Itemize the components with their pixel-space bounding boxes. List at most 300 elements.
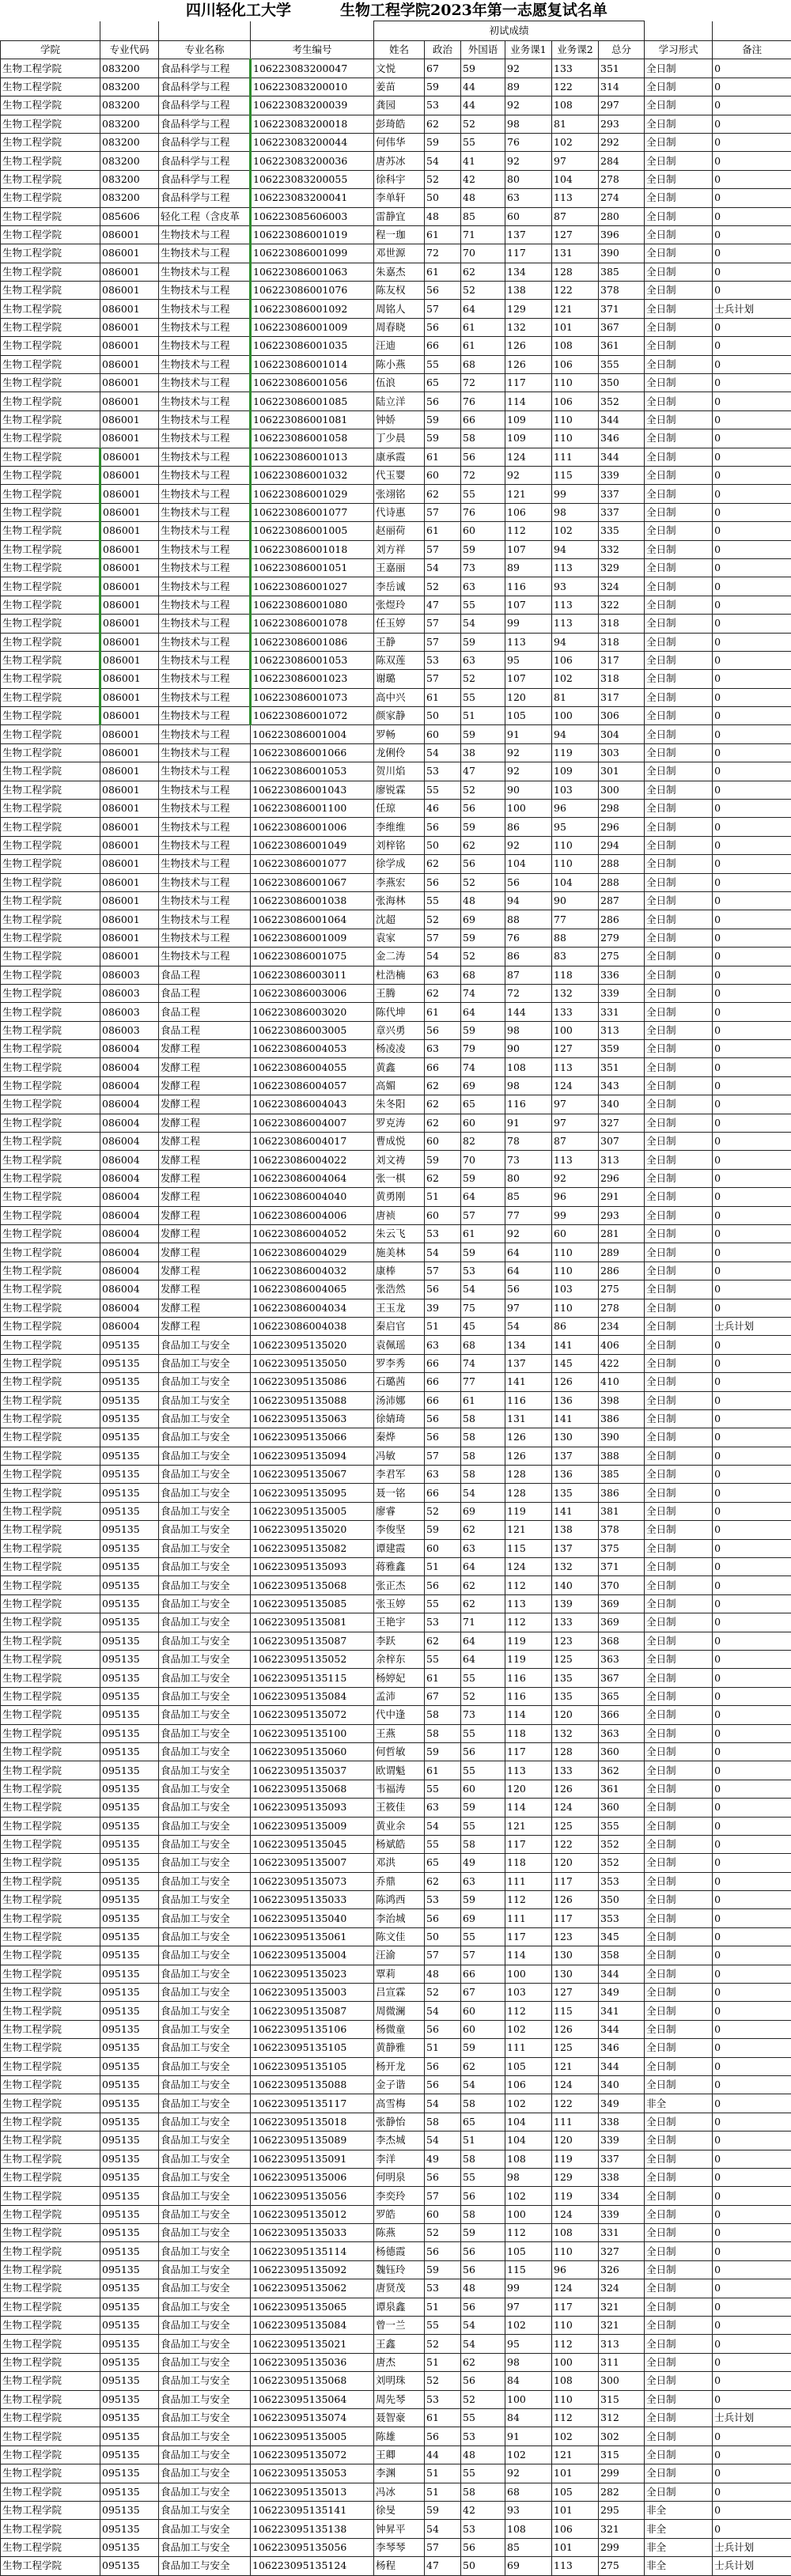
major-name-cell: 食品加工与安全 xyxy=(159,1965,251,1983)
remark-cell: 0 xyxy=(713,1706,791,1724)
school-cell: 生物工程学院 xyxy=(1,1984,100,2002)
subject2-score-cell: 110 xyxy=(552,410,599,429)
major-code-cell: 095135 xyxy=(100,1391,159,1409)
name-cell: 李渊 xyxy=(374,2464,425,2483)
major-code-cell: 095135 xyxy=(100,2279,159,2298)
subject1-score-cell: 97 xyxy=(505,1299,552,1317)
foreign-language-score-cell: 55 xyxy=(461,1817,505,1835)
school-cell: 生物工程学院 xyxy=(1,1428,100,1447)
major-name-cell: 生物技术与工程 xyxy=(159,337,251,355)
study-mode-cell: 全日制 xyxy=(645,2372,713,2390)
subject2-score-cell: 102 xyxy=(552,133,599,151)
table-row xyxy=(1,670,791,688)
school-cell: 生物工程学院 xyxy=(1,207,100,225)
politics-score-cell: 58 xyxy=(425,1724,461,1742)
major-name-cell: 食品加工与安全 xyxy=(159,1984,251,2002)
study-mode-cell: 全日制 xyxy=(645,2427,713,2445)
foreign-language-score-cell: 60 xyxy=(461,1114,505,1132)
table-row xyxy=(1,1521,791,1539)
total-score-cell: 352 xyxy=(599,392,645,410)
school-cell: 生物工程学院 xyxy=(1,984,100,1002)
table-row xyxy=(1,170,791,188)
remark-cell: 0 xyxy=(713,2520,791,2538)
foreign-language-score-cell: 45 xyxy=(461,1317,505,1335)
subject2-score-cell: 138 xyxy=(552,1521,599,1539)
total-score-cell: 353 xyxy=(599,1872,645,1890)
school-cell: 生物工程学院 xyxy=(1,2557,100,2575)
study-mode-cell: 全日制 xyxy=(645,2205,713,2223)
remark-cell: 0 xyxy=(713,1299,791,1317)
subject2-score-cell: 99 xyxy=(552,485,599,503)
name-cell: 谢璐 xyxy=(374,670,425,688)
total-score-cell: 337 xyxy=(599,485,645,503)
subject1-score-cell: 108 xyxy=(505,2150,552,2168)
table-row xyxy=(1,1466,791,1484)
candidate-id-cell: 106223086001013 xyxy=(251,448,374,466)
candidate-id-cell: 106223086001049 xyxy=(251,836,374,854)
major-code-cell: 083200 xyxy=(100,170,159,188)
candidate-id-cell: 106223086004038 xyxy=(251,1317,374,1335)
total-score-cell: 326 xyxy=(599,2260,645,2279)
politics-score-cell: 51 xyxy=(425,1558,461,1576)
foreign-language-score-cell: 61 xyxy=(461,1225,505,1243)
school-cell: 生物工程学院 xyxy=(1,115,100,133)
table-row xyxy=(1,115,791,133)
major-name-cell: 食品加工与安全 xyxy=(159,2483,251,2501)
candidate-id-cell: 106223095135115 xyxy=(251,1669,374,1687)
subject1-score-cell: 98 xyxy=(505,1021,552,1039)
table-row xyxy=(1,1965,791,1983)
remark-cell: 0 xyxy=(713,2020,791,2038)
major-code-cell: 086001 xyxy=(100,836,159,854)
major-name-cell: 生物技术与工程 xyxy=(159,522,251,540)
remark-cell: 0 xyxy=(713,1076,791,1095)
study-mode-cell: 全日制 xyxy=(645,2464,713,2483)
subject2-score-cell: 124 xyxy=(552,2075,599,2094)
major-code-cell: 086001 xyxy=(100,800,159,818)
name-cell: 朱嘉杰 xyxy=(374,263,425,281)
major-code-cell: 095135 xyxy=(100,2260,159,2279)
major-name-cell: 生物技术与工程 xyxy=(159,725,251,743)
major-name-cell: 食品加工与安全 xyxy=(159,2538,251,2556)
candidate-id-cell: 106223086004007 xyxy=(251,1114,374,1132)
name-cell: 孟沛 xyxy=(374,1687,425,1705)
table-row xyxy=(1,355,791,373)
name-cell: 程一珈 xyxy=(374,225,425,244)
total-score-cell: 350 xyxy=(599,374,645,392)
remark-cell: 0 xyxy=(713,2335,791,2353)
school-cell: 生物工程学院 xyxy=(1,2150,100,2168)
major-code-cell: 086004 xyxy=(100,1095,159,1114)
remark-cell: 0 xyxy=(713,2483,791,2501)
name-cell: 欧谓魁 xyxy=(374,1761,425,1780)
major-code-cell: 086001 xyxy=(100,337,159,355)
name-cell: 唐贤茂 xyxy=(374,2279,425,2298)
candidate-id-cell: 106223095135013 xyxy=(251,2483,374,2501)
study-mode-cell: 全日制 xyxy=(645,522,713,540)
table-row xyxy=(1,1946,791,1965)
table-row xyxy=(1,1206,791,1224)
study-mode-cell: 全日制 xyxy=(645,189,713,207)
table-row xyxy=(1,1669,791,1687)
school-cell: 生物工程学院 xyxy=(1,1373,100,1391)
major-code-cell: 086001 xyxy=(100,355,159,373)
study-mode-cell: 全日制 xyxy=(645,1317,713,1335)
study-mode-cell: 非全 xyxy=(645,2501,713,2519)
major-code-cell: 095135 xyxy=(100,2501,159,2519)
table-row xyxy=(1,1558,791,1576)
title-row xyxy=(0,0,791,21)
subject2-score-cell: 126 xyxy=(552,2020,599,2038)
major-name-cell: 食品加工与安全 xyxy=(159,2132,251,2150)
subject2-score-cell: 127 xyxy=(552,225,599,244)
total-score-cell: 321 xyxy=(599,2317,645,2335)
foreign-language-score-cell: 55 xyxy=(461,1724,505,1742)
total-score-cell: 353 xyxy=(599,1909,645,1927)
foreign-language-score-cell: 72 xyxy=(461,466,505,484)
major-code-cell: 095135 xyxy=(100,2113,159,2131)
study-mode-cell: 全日制 xyxy=(645,1003,713,1021)
major-name-cell: 发酵工程 xyxy=(159,1243,251,1262)
name-cell: 高中兴 xyxy=(374,688,425,706)
candidate-id-cell: 106223095135009 xyxy=(251,1817,374,1835)
subject2-score-cell: 145 xyxy=(552,1354,599,1372)
school-cell: 生物工程学院 xyxy=(1,2390,100,2408)
foreign-language-score-cell: 53 xyxy=(461,2427,505,2445)
school-cell: 生物工程学院 xyxy=(1,2445,100,2464)
study-mode-cell: 全日制 xyxy=(645,115,713,133)
university-name: 四川轻化工大学 xyxy=(186,0,291,21)
foreign-language-score-cell: 44 xyxy=(461,78,505,96)
major-name-cell: 生物技术与工程 xyxy=(159,688,251,706)
total-score-cell: 297 xyxy=(599,96,645,115)
candidate-id-cell: 106223086001032 xyxy=(251,466,374,484)
politics-score-cell: 47 xyxy=(425,596,461,614)
subject2-score-cell: 124 xyxy=(552,2279,599,2298)
subject1-score-cell: 84 xyxy=(505,2372,552,2390)
remark-cell: 士兵计划 xyxy=(713,2409,791,2427)
school-cell: 生物工程学院 xyxy=(1,855,100,873)
subject2-score-cell: 135 xyxy=(552,1669,599,1687)
subject1-score-cell: 105 xyxy=(505,2242,552,2260)
name-cell: 杨开龙 xyxy=(374,2057,425,2075)
table-row xyxy=(1,1354,791,1372)
candidate-id-cell: 106223086001053 xyxy=(251,651,374,669)
politics-score-cell: 61 xyxy=(425,522,461,540)
politics-score-cell: 56 xyxy=(425,1409,461,1428)
foreign-language-score-cell: 52 xyxy=(461,2390,505,2408)
total-score-cell: 298 xyxy=(599,800,645,818)
foreign-language-score-cell: 56 xyxy=(461,2298,505,2316)
total-score-cell: 341 xyxy=(599,2002,645,2020)
major-name-cell: 发酵工程 xyxy=(159,1040,251,1058)
name-cell: 王静 xyxy=(374,633,425,651)
name-cell: 王筱佳 xyxy=(374,1799,425,1817)
major-name-cell: 食品加工与安全 xyxy=(159,2187,251,2205)
politics-score-cell: 53 xyxy=(425,96,461,115)
subject2-score-cell: 110 xyxy=(552,429,599,448)
candidate-id-cell: 106223095135084 xyxy=(251,1687,374,1705)
subject1-score-cell: 92 xyxy=(505,59,552,78)
major-name-cell: 食品加工与安全 xyxy=(159,2242,251,2260)
subject2-score-cell: 123 xyxy=(552,1927,599,1946)
table-row xyxy=(1,1076,791,1095)
politics-score-cell: 59 xyxy=(425,2260,461,2279)
foreign-language-score-cell: 56 xyxy=(461,2538,505,2556)
politics-score-cell: 56 xyxy=(425,2242,461,2260)
table-row xyxy=(1,1225,791,1243)
column-header: 考生编号 xyxy=(251,41,374,59)
total-score-cell: 324 xyxy=(599,2279,645,2298)
school-cell: 生物工程学院 xyxy=(1,1706,100,1724)
major-name-cell: 食品加工与安全 xyxy=(159,1817,251,1835)
candidate-id-cell: 106223095135117 xyxy=(251,2094,374,2113)
politics-score-cell: 56 xyxy=(425,282,461,300)
name-cell: 李治城 xyxy=(374,1909,425,1927)
total-score-cell: 361 xyxy=(599,1780,645,1798)
politics-score-cell: 48 xyxy=(425,1965,461,1983)
subject2-score-cell: 132 xyxy=(552,1558,599,1576)
subject2-score-cell: 130 xyxy=(552,1965,599,1983)
major-name-cell: 食品加工与安全 xyxy=(159,2557,251,2575)
politics-score-cell: 57 xyxy=(425,1447,461,1465)
candidate-id-cell: 106223095135124 xyxy=(251,2557,374,2575)
study-mode-cell: 全日制 xyxy=(645,1891,713,1909)
name-cell: 代玉婴 xyxy=(374,466,425,484)
total-score-cell: 300 xyxy=(599,781,645,799)
candidate-id-cell: 106223095135065 xyxy=(251,2298,374,2316)
foreign-language-score-cell: 66 xyxy=(461,410,505,429)
major-code-cell: 095135 xyxy=(100,1594,159,1613)
foreign-language-score-cell: 76 xyxy=(461,392,505,410)
major-name-cell: 发酵工程 xyxy=(159,1188,251,1206)
table-row xyxy=(1,1058,791,1076)
major-code-cell: 086001 xyxy=(100,725,159,743)
major-name-cell: 发酵工程 xyxy=(159,1262,251,1280)
subject1-score-cell: 113 xyxy=(505,633,552,651)
subject2-score-cell: 110 xyxy=(552,2317,599,2335)
remark-cell: 0 xyxy=(713,1817,791,1835)
name-cell: 黄勇刚 xyxy=(374,1188,425,1206)
school-cell: 生物工程学院 xyxy=(1,2242,100,2260)
table-row xyxy=(1,2464,791,2483)
remark-cell: 0 xyxy=(713,1965,791,1983)
table-row xyxy=(1,2150,791,2168)
study-mode-cell: 全日制 xyxy=(645,1946,713,1965)
subject1-score-cell: 141 xyxy=(505,1373,552,1391)
foreign-language-score-cell: 59 xyxy=(461,1243,505,1262)
major-code-cell: 095135 xyxy=(100,1872,159,1890)
name-cell: 王卿 xyxy=(374,2445,425,2464)
major-code-cell: 086001 xyxy=(100,873,159,891)
subject1-score-cell: 102 xyxy=(505,2020,552,2038)
major-code-cell: 086001 xyxy=(100,300,159,318)
name-cell: 钟娇 xyxy=(374,410,425,429)
name-cell: 谭建霞 xyxy=(374,1539,425,1557)
foreign-language-score-cell: 58 xyxy=(461,2483,505,2501)
total-score-cell: 352 xyxy=(599,1835,645,1853)
table-row xyxy=(1,485,791,503)
name-cell: 吕宣霖 xyxy=(374,1984,425,2002)
remark-cell: 0 xyxy=(713,1114,791,1132)
table-row xyxy=(1,2242,791,2260)
remark-cell: 0 xyxy=(713,96,791,115)
study-mode-cell: 全日制 xyxy=(645,743,713,762)
remark-cell: 0 xyxy=(713,1854,791,1872)
major-name-cell: 食品加工与安全 xyxy=(159,1872,251,1890)
study-mode-cell: 全日制 xyxy=(645,300,713,318)
subject1-score-cell: 92 xyxy=(505,836,552,854)
table-row xyxy=(1,725,791,743)
table-row xyxy=(1,577,791,596)
name-cell: 李维维 xyxy=(374,818,425,836)
school-cell: 生物工程学院 xyxy=(1,2538,100,2556)
column-header: 业务课1 xyxy=(505,41,552,59)
school-cell: 生物工程学院 xyxy=(1,2335,100,2353)
major-code-cell: 095135 xyxy=(100,1854,159,1872)
politics-score-cell: 58 xyxy=(425,1706,461,1724)
foreign-language-score-cell: 63 xyxy=(461,651,505,669)
major-code-cell: 086001 xyxy=(100,485,159,503)
subject1-score-cell: 115 xyxy=(505,2260,552,2279)
table-row xyxy=(1,1872,791,1890)
foreign-language-score-cell: 82 xyxy=(461,1133,505,1151)
subject2-score-cell: 113 xyxy=(552,1151,599,1169)
candidate-id-cell: 106223086001035 xyxy=(251,337,374,355)
subject1-score-cell: 114 xyxy=(505,392,552,410)
total-score-cell: 351 xyxy=(599,1058,645,1076)
foreign-language-score-cell: 48 xyxy=(461,891,505,910)
name-cell: 沈超 xyxy=(374,910,425,929)
foreign-language-score-cell: 64 xyxy=(461,1003,505,1021)
major-name-cell: 食品加工与安全 xyxy=(159,2298,251,2316)
name-cell: 丁少晨 xyxy=(374,429,425,448)
total-score-cell: 339 xyxy=(599,2132,645,2150)
subject1-score-cell: 117 xyxy=(505,1835,552,1853)
table-row xyxy=(1,59,791,78)
candidate-id-cell: 106223095135020 xyxy=(251,1521,374,1539)
subject2-score-cell: 111 xyxy=(552,2113,599,2131)
remark-cell: 0 xyxy=(713,707,791,725)
candidate-id-cell: 106223095135020 xyxy=(251,1336,374,1354)
table-row xyxy=(1,263,791,281)
major-code-cell: 086001 xyxy=(100,670,159,688)
major-code-cell: 086001 xyxy=(100,929,159,947)
subject2-score-cell: 113 xyxy=(552,558,599,577)
politics-score-cell: 50 xyxy=(425,707,461,725)
major-code-cell: 086004 xyxy=(100,1262,159,1280)
school-cell: 生物工程学院 xyxy=(1,2002,100,2020)
school-cell: 生物工程学院 xyxy=(1,2464,100,2483)
name-cell: 康承霞 xyxy=(374,448,425,466)
major-code-cell: 095135 xyxy=(100,2445,159,2464)
table-row xyxy=(1,910,791,929)
name-cell: 何哲敏 xyxy=(374,1742,425,1761)
remark-cell: 士兵计划 xyxy=(713,1317,791,1335)
name-cell: 颜家静 xyxy=(374,707,425,725)
name-cell: 黄鑫 xyxy=(374,1058,425,1076)
major-name-cell: 食品加工与安全 xyxy=(159,1799,251,1817)
school-cell: 生物工程学院 xyxy=(1,1687,100,1705)
name-cell: 王玉龙 xyxy=(374,1299,425,1317)
subject1-score-cell: 54 xyxy=(505,1317,552,1335)
table-row xyxy=(1,1632,791,1650)
total-score-cell: 296 xyxy=(599,818,645,836)
study-mode-cell: 全日制 xyxy=(645,558,713,577)
major-name-cell: 生物技术与工程 xyxy=(159,633,251,651)
study-mode-cell: 全日制 xyxy=(645,984,713,1002)
foreign-language-score-cell: 74 xyxy=(461,1058,505,1076)
table-row xyxy=(1,2520,791,2538)
subject2-score-cell: 77 xyxy=(552,910,599,929)
candidate-id-cell: 106223095135056 xyxy=(251,2187,374,2205)
major-name-cell: 生物技术与工程 xyxy=(159,577,251,596)
name-cell: 陈友权 xyxy=(374,282,425,300)
major-name-cell: 食品加工与安全 xyxy=(159,2317,251,2335)
foreign-language-score-cell: 61 xyxy=(461,337,505,355)
name-cell: 刘梓铭 xyxy=(374,836,425,854)
table-row xyxy=(1,133,791,151)
subject2-score-cell: 122 xyxy=(552,282,599,300)
school-cell: 生物工程学院 xyxy=(1,1076,100,1095)
name-cell: 李君军 xyxy=(374,1466,425,1484)
total-score-cell: 312 xyxy=(599,2409,645,2427)
politics-score-cell: 60 xyxy=(425,2205,461,2223)
school-cell: 生物工程学院 xyxy=(1,1206,100,1224)
subject2-score-cell: 86 xyxy=(552,1317,599,1335)
school-cell: 生物工程学院 xyxy=(1,540,100,558)
major-name-cell: 食品科学与工程 xyxy=(159,170,251,188)
politics-score-cell: 52 xyxy=(425,910,461,929)
school-cell: 生物工程学院 xyxy=(1,725,100,743)
major-name-cell: 发酵工程 xyxy=(159,1095,251,1114)
candidate-id-cell: 106223095135138 xyxy=(251,2520,374,2538)
foreign-language-score-cell: 52 xyxy=(461,873,505,891)
candidate-id-cell: 106223095135053 xyxy=(251,2464,374,2483)
foreign-language-score-cell: 62 xyxy=(461,836,505,854)
major-name-cell: 食品加工与安全 xyxy=(159,2409,251,2427)
table-row xyxy=(1,873,791,891)
remark-cell: 0 xyxy=(713,1280,791,1299)
name-cell: 冯敏 xyxy=(374,1447,425,1465)
foreign-language-score-cell: 49 xyxy=(461,1854,505,1872)
foreign-language-score-cell: 64 xyxy=(461,1558,505,1576)
subject1-score-cell: 91 xyxy=(505,1114,552,1132)
politics-score-cell: 52 xyxy=(425,170,461,188)
study-mode-cell: 全日制 xyxy=(645,1021,713,1039)
school-cell: 生物工程学院 xyxy=(1,189,100,207)
remark-cell: 0 xyxy=(713,2298,791,2316)
subject1-score-cell: 76 xyxy=(505,929,552,947)
politics-score-cell: 62 xyxy=(425,1632,461,1650)
subject2-score-cell: 104 xyxy=(552,170,599,188)
major-code-cell: 086001 xyxy=(100,410,159,429)
major-name-cell: 食品加工与安全 xyxy=(159,1854,251,1872)
candidate-id-cell: 106223095135040 xyxy=(251,1909,374,1927)
major-name-cell: 生物技术与工程 xyxy=(159,929,251,947)
table-body xyxy=(1,59,791,2575)
foreign-language-score-cell: 68 xyxy=(461,1336,505,1354)
name-cell: 李洋 xyxy=(374,2150,425,2168)
major-code-cell: 095135 xyxy=(100,2039,159,2057)
politics-score-cell: 51 xyxy=(425,2483,461,2501)
major-name-cell: 食品加工与安全 xyxy=(159,2390,251,2408)
major-code-cell: 095135 xyxy=(100,2075,159,2094)
subject1-score-cell: 103 xyxy=(505,1984,552,2002)
foreign-language-score-cell: 58 xyxy=(461,1409,505,1428)
study-mode-cell: 全日制 xyxy=(645,392,713,410)
major-code-cell: 086001 xyxy=(100,855,159,873)
